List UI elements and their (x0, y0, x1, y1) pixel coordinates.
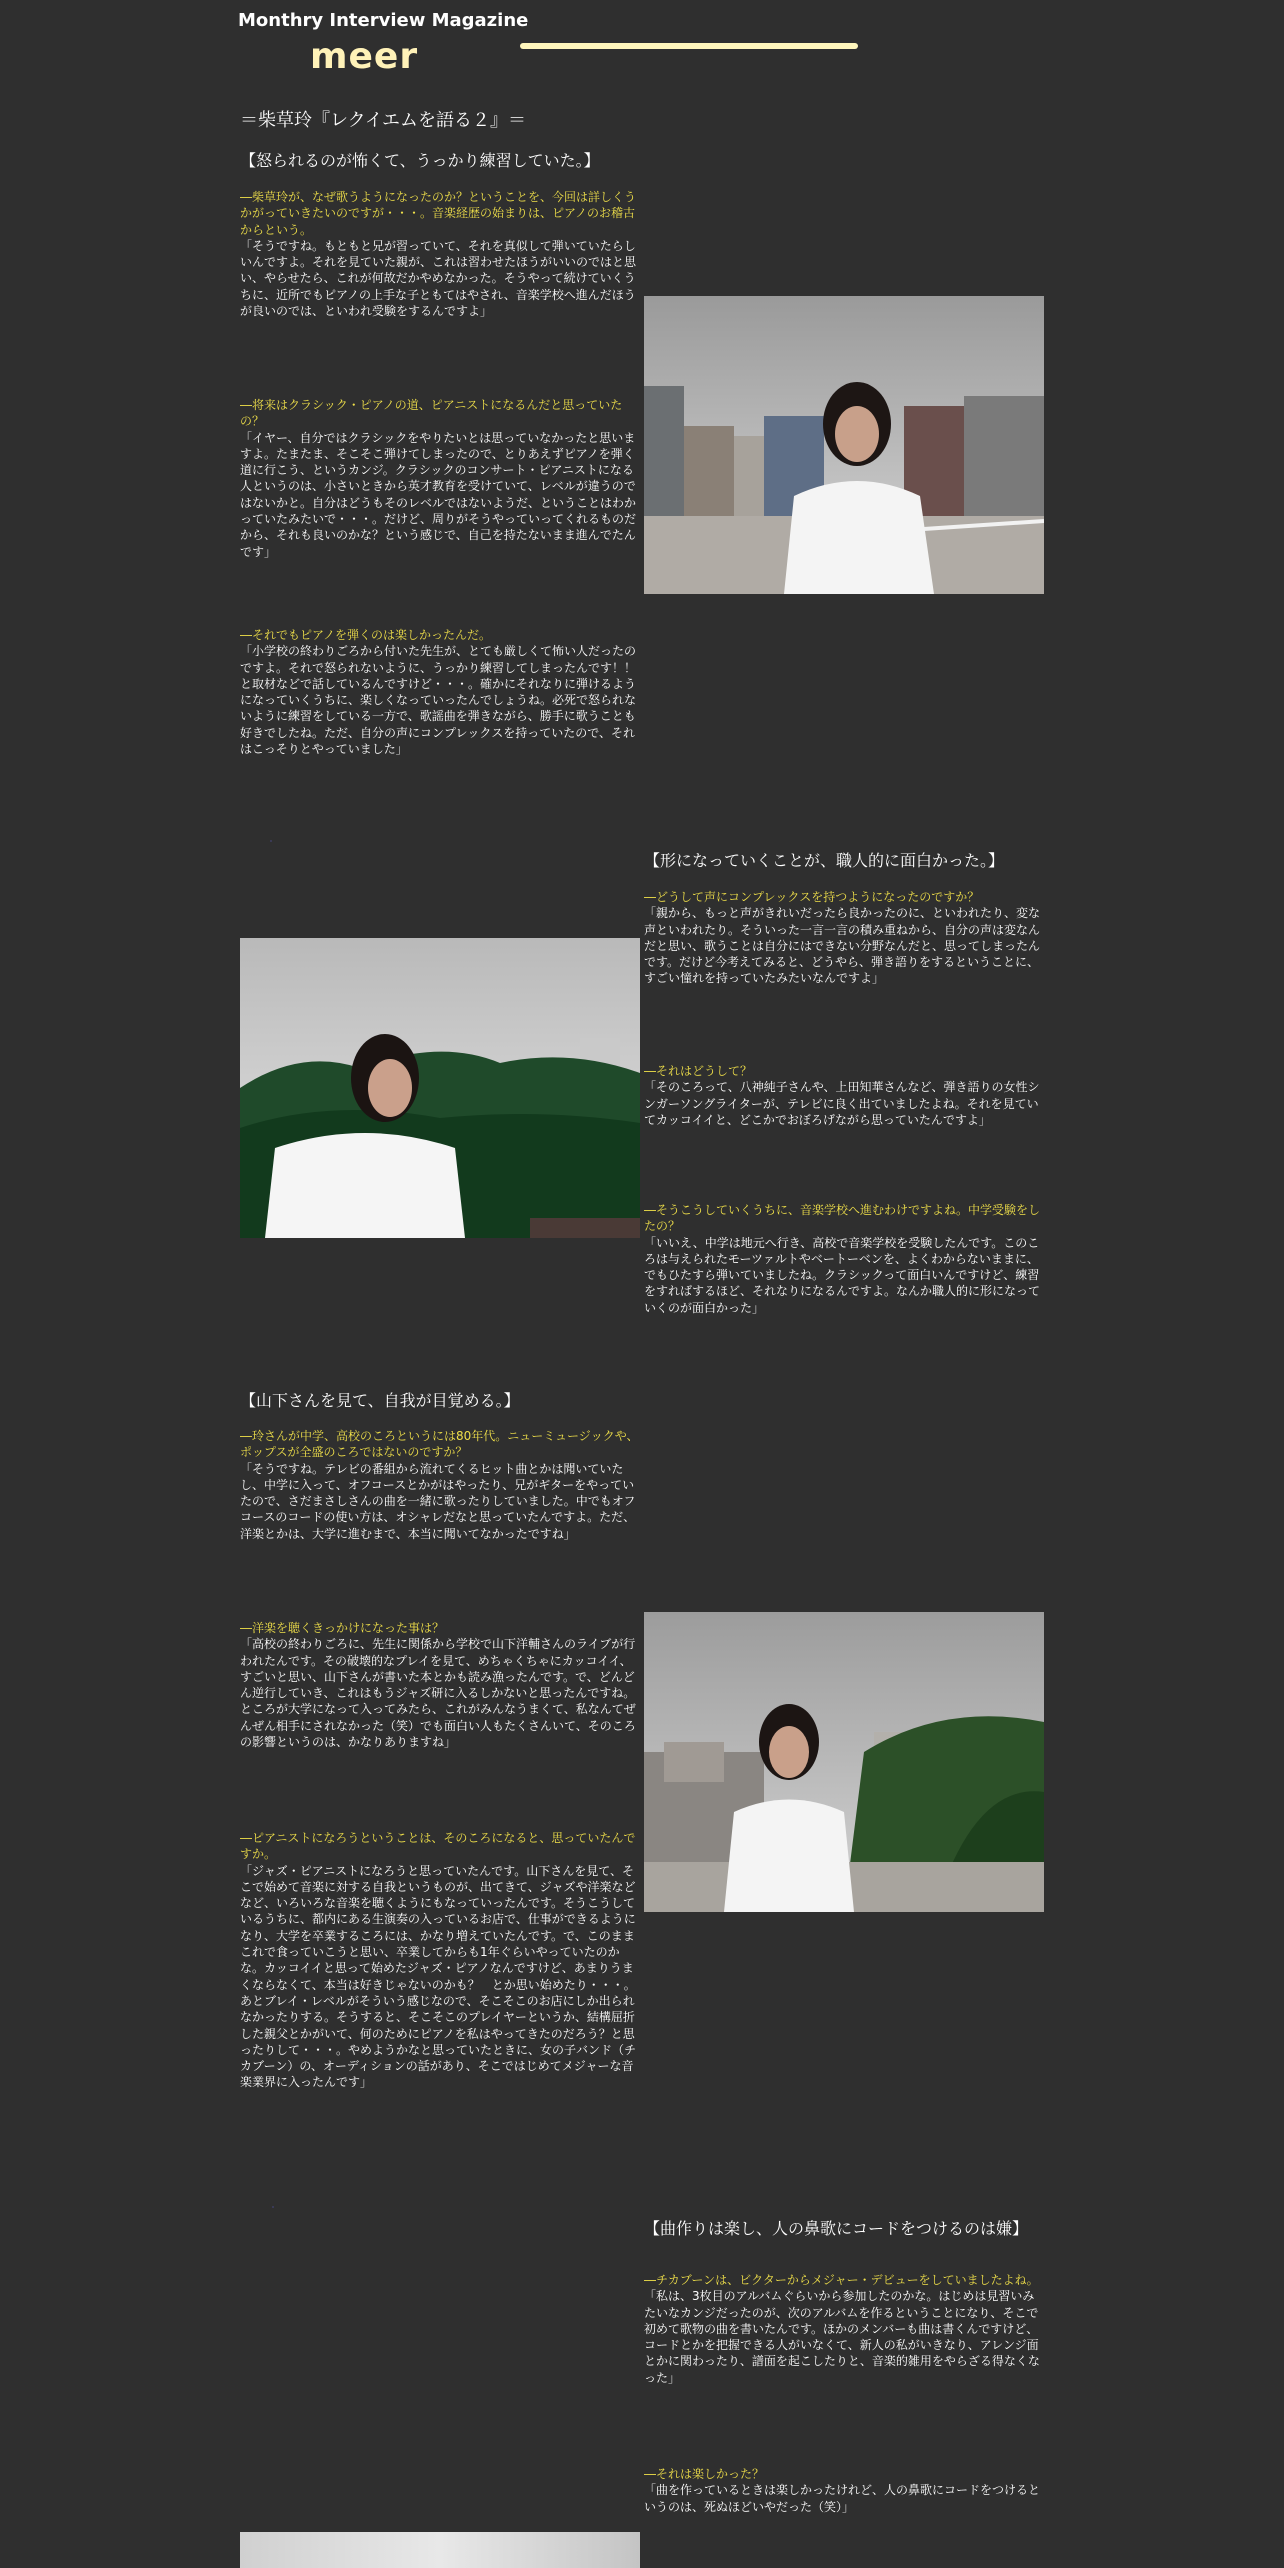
answer: 「私は、3枚目のアルバムぐらいから参加したのかな。はじめは見習いみたいなカンジだったのが、次のアルバムを作るということになり、そこで初めて歌物の曲を書いたんです。ほかのメンバーも曲は書くんですけど、コードとかを把握できる人がいなくて、新人の私がいきなり、アレンジ面とかに関わったり、譜面を起こしたりと、音楽的雑用をやらざる得なくなった」 (644, 2289, 1040, 2385)
interview-photo-2 (240, 938, 640, 1238)
section-heading-2: 【形になっていくことが、職人的に面白かった。】 (644, 851, 1005, 870)
qa-block (240, 397, 640, 560)
answer: 「そのころって、八神純子さんや、上田知華さんなど、弾き語りの女性シンガーソングライターが、テレビに良く出ていましたよね。それを見ていてカッコイイと、どこかでおぼろげながら思っていたんですよ」 (644, 1080, 1040, 1127)
qa-block (240, 1830, 640, 2091)
spacer-dot (270, 840, 272, 842)
qa-block (240, 1428, 640, 1542)
section-heading-1: 【怒られるのが怖くて、うっかり練習していた。】 (240, 151, 600, 170)
question: ―洋楽を聴くきっかけになった事は？ (240, 1621, 445, 1635)
question: ―それでもピアノを弾くのは楽しかったんだ。 (240, 628, 492, 642)
magazine-name: Monthry Interview Magazine (238, 10, 529, 31)
header-bar (520, 43, 858, 49)
section-heading-3: 【山下さんを見て、自我が目覚める。】 (240, 1391, 520, 1410)
question: ―ピアニストになろうということは、そのころになると、思っていたんですか。 (240, 1831, 636, 1862)
page-title: ＝柴草玲『レクイエムを語る２』＝ (240, 110, 527, 131)
answer: 「親から、もっと声がきれいだったら良かったのに、といわれたり、変な声といわれたり。そういった一言一言の積み重ねから、自分の声は変なんだと思い、歌うことは自分にはできない分野なんだと、思ってしまったんです。だけど今考えてみると、どうやら、弾き語りをするということに、すごい憧れを持っていたみたいなんですよ」 (644, 906, 1041, 986)
answer: 「ジャズ・ピアニストになろうと思っていたんです。山下さんを見て、そこで始めて音楽に対する自我というものが、出てきて、ジャズや洋楽などなど、いろいろな音楽を聴くようにもなっていったんです。そうこうしているうちに、都内にある生演奏の入っているお店で、仕事ができるようになり、大学を卒業するころには、かなり増えていたんです。で、このままこれで食っていこうと思い、卒業してからも1年ぐらいやっていたのかな。カッコイイと思って始めたジャズ・ピアノなんですけど、あまりうまくならなくて、本当は好きじゃないのかも？ とか思い始めたり・・・。あとブレイ・レベルがそういう感じなので、そこそこのお店にしか出られなかったりする。そうすると、そこそこのプレイヤーというか、結構屈折した親父とかがいて、何のためにピアノを私はやってきたのだろう？と思ったりして・・・。やめようかなと思っていたときに、女の子バンド（チカブーン）の、オーディションの話があり、そこではじめてメジャーな音楽業界に入ったんです」 (240, 1863, 637, 2090)
qa-block (240, 627, 649, 757)
question: ―将来はクラシック・ピアノの道、ピアニストになるんだと思っていたの？ (240, 398, 623, 429)
spacer-dot (272, 2206, 274, 2208)
section-heading-4: 【曲作りは楽し、人の鼻歌にコードをつけるのは嫌】 (644, 2219, 1029, 2238)
qa-block (644, 1063, 1044, 1128)
qa-block (644, 2466, 1044, 2515)
qa-block (240, 189, 640, 319)
answer: 「そうですね。テレビの番組から流れてくるヒット曲とかは聞いていたし、中学に入って、オフコースとかがはやったり、兄がギターをやっていたので、さだまさしさんの曲を一緒に歌ったりしていました。中でもオフコースのコードの使い方は、オシャレだなと思っていたんですよ。ただ、洋楽とかは、大学に進むまで、本当に聞いてなかったですね」 (240, 1461, 636, 1541)
qa-block (240, 1620, 640, 1750)
question: ―玲さんが中学、高校のころというには80年代。ニューミュージックや、ポップスが全盛のころではないのですか？ (240, 1429, 639, 1460)
answer: 「イヤー、自分ではクラシックをやりたいとは思っていなかったと思いますよ。たまたま、そこそこ弾けてしまったので、とりあえずピアノを弾く道に行こう、というカンジ。クラシックのコンサート・ピアニストになる人というのは、小さいときから英才教育を受けていて、レベルが違うのではないかと。自分はどうもそのレベルではないようだ、ということはわかっていたみたいで・・・。だけど、周りがそうやっていってくれるものだから、それも良いのかな？という感じで、自己を持たないまま進んでたんです」 (240, 430, 637, 559)
question: ―それは楽しかった？ (644, 2467, 765, 2481)
answer: 「小学校の終わりごろから付いた先生が、とても厳しくて怖い人だったのですよ。それで怒られないように、うっかり練習してしまったんです！！ と取材などで話しているんですけど・・・。確かにそれなりに弾けるようになっていくうちに、楽しくなっていったんでしょうね。必死で怒られないように練習をしている一方で、歌謡曲を弾きながら、勝手に歌うことも好きでしたね。ただ、自分の声にコンプレックスを持っていたので、それはこっそりとやっていました」 (240, 644, 649, 757)
answer: 「高校の終わりごろに、先生に関係から学校で山下洋輔さんのライブが行われたんです。その破壊的なプレイを見て、めちゃくちゃにカッコイイ、すごいと思い、山下さんが書いた本とかも読み漁ったんです。で、どんどん逆行していき、これはもうジャズ研に入るしかないと思ったんですね。ところが大学になって入ってみたら、これがみんなうまくて、私なんてぜんぜん相手にされなかった（笑）でも面白い人もたくさんいて、そのころの影響というのは、かなりありますね」 (240, 1637, 636, 1750)
answer: 「曲を作っているときは楽しかったけれど、人の鼻歌にコードをつけるというのは、死ぬほどいやだった（笑）」 (644, 2483, 1041, 2514)
answer: 「いいえ、中学は地元へ行き、高校で音楽学校を受験したんです。このころは与えられたモーツァルトやベートーベンを、よくわからないままに、でもひたすら弾いていましたね。クラシックって面白いんですけど、練習をすればするほど、それなりになるんですよ。なんか職人的に形になっていくのが面白かった」 (644, 1235, 1041, 1315)
interview-photo-4 (240, 2532, 640, 2568)
magazine-logo: meer (310, 36, 419, 77)
question: ―そうこうしていくうちに、音楽学校へ進むわけですよね。中学受験をしたの？ (644, 1203, 1041, 1234)
answer: 「そうですね。もともと兄が習っていて、それを真似して弾いていたらしいんですよ。それを見ていた親が、これは習わせたほうがいいのではと思い、やらせたら、これが何故だかやめなかった。そうやって続けていくうちに、近所でもピアノの上手な子ともてはやされ、音楽学校へ進んだほうが良いのでは、といわれ受験をするんですよ」 (240, 238, 637, 319)
qa-block (644, 1202, 1044, 1316)
question: ―チカブーンは、ビクターからメジャー・デビューをしていましたよね。 (644, 2273, 1039, 2287)
question: ―それはどうして？ (644, 1064, 753, 1078)
qa-block (644, 2272, 1044, 2386)
interview-photo-3 (644, 1612, 1044, 1912)
question: ―柴草玲が、なぜ歌うようになったのか？ということを、今回は詳しくうかがっていきたいのですが・・・。音楽経歴の始まりは、ピアノのお稽古からという。 (240, 190, 637, 237)
qa-block (644, 889, 1044, 987)
interview-photo-1 (644, 296, 1044, 594)
question: ―どうして声にコンプレックスを持つようになったのですか？ (644, 890, 980, 904)
